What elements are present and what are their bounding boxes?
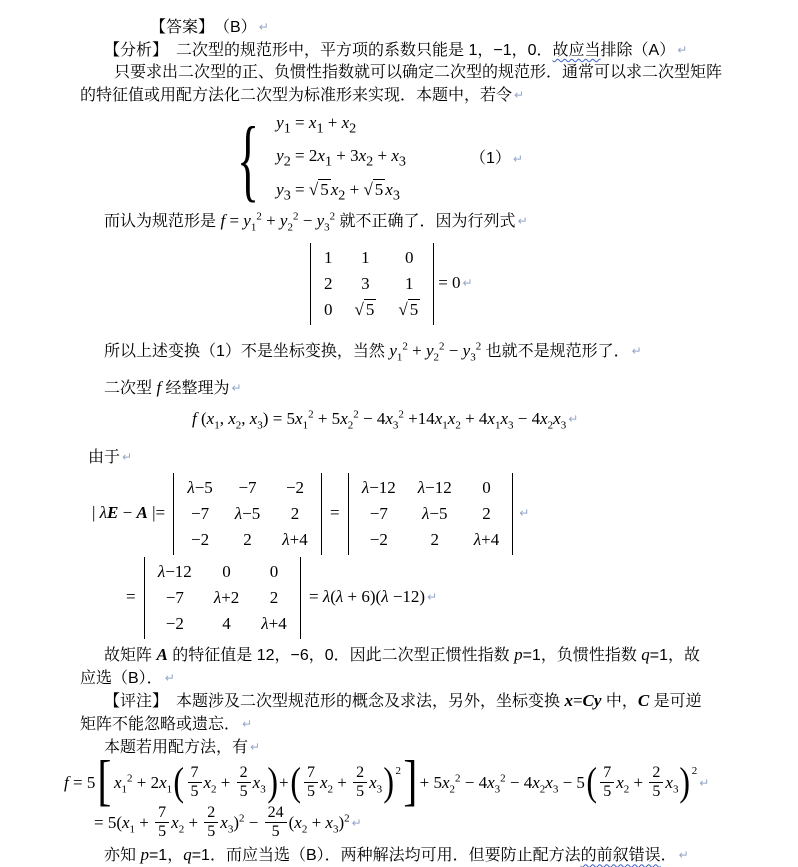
math-run: = λ(λ + 6)(λ −12) — [304, 587, 426, 607]
fraction: $\frac{2}{5}$ — [649, 764, 663, 800]
math-run: = 0 — [438, 273, 461, 293]
math-run: f ($x_1$, $x_2$, $x_3) = 5x_1^2 + 5x_2^2 - 4x_3^2 +14x_1x_2 + 4x_1x_3 - 4x_2x_3$ — [192, 408, 567, 432]
line-conclusion-transform — [80, 340, 788, 363]
determinant-grid — [174, 473, 320, 555]
determinant-grid — [311, 243, 433, 325]
line-remark-2 — [80, 713, 788, 736]
line-eigenvalues — [80, 644, 788, 667]
paragraph-mark-icon: ↵ — [517, 214, 528, 228]
matrix-cell: −2 — [369, 530, 388, 549]
line-remark — [80, 690, 788, 713]
matrix-cell: λ+4 — [282, 530, 308, 549]
paragraph-mark-icon: ↵ — [258, 20, 269, 34]
matrix-cell: −7 — [238, 478, 257, 497]
determinant-grid — [349, 473, 512, 555]
math-run: A — [136, 503, 148, 523]
line-body-2 — [80, 84, 788, 107]
math-run: f — [156, 378, 162, 397]
math-run: λ — [99, 503, 108, 523]
text-run: 的特征值或用配方法化二次型为标准形来实现．本题中，若令 — [80, 87, 513, 104]
line-youyu — [80, 446, 788, 469]
text-run: 而认为规范形是 — [104, 213, 221, 230]
line-incorrect-form — [80, 210, 788, 233]
fraction: $\frac{7}{5}$ — [155, 804, 169, 840]
paragraph-mark-icon: ↵ — [462, 276, 473, 291]
sqrt-radical: √ 5 — [354, 300, 375, 319]
math-run: q — [183, 845, 192, 865]
matrix-cell: 2 — [243, 530, 252, 549]
matrix-cell: λ+2 — [213, 588, 240, 607]
equation-tag: （1） — [469, 150, 511, 167]
text-run: ． — [660, 847, 677, 865]
fraction: $\frac{2}{5}$ — [353, 764, 367, 800]
matrix-cell: λ−12 — [157, 562, 192, 581]
matrix-cell — [387, 297, 431, 323]
matrix-cell: 2 — [482, 504, 491, 523]
paragraph-mark-icon: ↵ — [631, 344, 642, 358]
paragraph-mark-icon: ↵ — [514, 88, 525, 102]
sqrt-radical: √ 5 — [308, 179, 329, 199]
determinant — [348, 473, 513, 555]
sqrt-radical: √ 5 — [398, 300, 419, 319]
matrix-cell: 2 — [430, 530, 440, 549]
fraction: $\frac{7}{5}$ — [304, 764, 318, 800]
text-run: =1，负惯性指数 — [522, 647, 642, 664]
paragraph-mark-icon: ↵ — [242, 717, 253, 731]
text-run: 也就不是规范形了． — [481, 343, 630, 360]
matrix-cell: −2 — [285, 478, 305, 497]
matrix-cell: λ−12 — [361, 478, 396, 497]
line-choose-b — [80, 667, 788, 690]
math-run: $y_1^2 + y_2^2 - y_3^2$ — [389, 340, 482, 364]
math-run: $f = y_1^2 + y_2^2 - y_3^2$ — [220, 210, 336, 234]
text-run: 所以上述变换（1）不是坐标变换，当然 — [104, 343, 390, 360]
math-run: |= — [147, 503, 170, 523]
fraction: $\frac{2}{5}$ — [204, 804, 218, 840]
text-run: 应选（B）． — [80, 670, 163, 687]
matrix-cell: λ+4 — [261, 614, 287, 633]
text-run: =1， — [148, 847, 184, 865]
line-peifang-intro — [80, 736, 788, 759]
lambda-det-line-1 — [80, 473, 788, 555]
matrix-cell: 2 — [269, 588, 279, 607]
line-f-intro — [80, 377, 788, 400]
text-run: =1．而应当选（B）．两种解法均可用．但要防止配方法 — [191, 847, 581, 865]
matrix-cell: 0 — [222, 562, 231, 581]
matrix-cell: 1 — [405, 274, 414, 293]
spellcheck-flagged-text: 的前叙错误 — [580, 847, 661, 865]
text-run: 故矩阵 — [104, 647, 157, 664]
paragraph-mark-icon: ↵ — [519, 506, 530, 521]
spellcheck-flagged-text: 故应当 — [552, 42, 601, 59]
determinant-bar-right — [300, 557, 301, 639]
fraction: $\frac{2}{5}$ — [237, 764, 251, 800]
matrix-cell: λ−5 — [187, 478, 213, 497]
fraction: $\frac{7}{5}$ — [188, 764, 202, 800]
system-equation: $y_3$ = √ 5 $x_2$ + √ 5 $x_3$ — [276, 179, 400, 204]
matrix-cell: 4 — [222, 614, 231, 633]
system-rows — [276, 109, 406, 209]
math-run: x — [564, 691, 573, 710]
paragraph-mark-icon: ↵ — [512, 152, 523, 166]
determinant-bar-right — [512, 473, 513, 555]
text-run: 【评注】 本题涉及二次型规范形的概念及求法，另外，坐标变换 — [104, 693, 565, 710]
text-run: 亦知 — [104, 847, 141, 865]
paragraph-mark-icon: ↵ — [699, 776, 710, 790]
matrix-cell: λ+4 — [473, 530, 500, 549]
text-run: 是可逆 — [649, 693, 702, 710]
paragraph-mark-icon: ↵ — [351, 816, 362, 831]
math-run: − — [118, 503, 137, 523]
determinant-grid — [145, 557, 300, 639]
text-run: 经整理为 — [165, 380, 230, 397]
matrix-cell: −2 — [165, 614, 184, 633]
line-answer — [80, 16, 788, 39]
paragraph-mark-icon: ↵ — [678, 848, 689, 863]
math-run: = — [126, 587, 140, 607]
text-run: 排除（A） — [600, 42, 676, 59]
paragraph-mark-icon: ↵ — [427, 590, 438, 605]
line-analysis — [80, 39, 788, 62]
matrix-cell: 1 — [361, 248, 370, 267]
matrix-cell: λ−12 — [417, 478, 452, 497]
matrix-cell: 2 — [324, 274, 333, 293]
paragraph-mark-icon: ↵ — [250, 740, 261, 754]
matrix-cell: 1 — [324, 248, 333, 267]
fraction: $\frac{24}{5}$ — [265, 804, 287, 840]
determinant — [144, 557, 301, 639]
math-run: A — [156, 645, 168, 664]
matrix-cell: λ−5 — [234, 504, 261, 523]
matrix-cell: −7 — [191, 504, 210, 523]
matrix-cell: −7 — [369, 504, 388, 523]
text-run: 本题若用配方法，有 — [104, 739, 249, 756]
paragraph-mark-icon: ↵ — [122, 450, 133, 464]
text-run: 二次型 — [104, 380, 157, 397]
determinant-bar-right — [433, 243, 434, 325]
text-run: =1，故 — [649, 647, 701, 664]
math-run: p — [140, 845, 149, 865]
matrix-cell: 0 — [482, 478, 491, 497]
paragraph-mark-icon: ↵ — [568, 412, 579, 426]
matrix-cell: λ−5 — [422, 504, 448, 523]
text-run: 的特征值是 12，−6，0．因此二次型正惯性指数 — [167, 647, 515, 664]
lambda-det-line-2 — [80, 557, 788, 639]
paragraph-mark-icon: ↵ — [677, 43, 688, 57]
math-run: p — [514, 645, 523, 664]
text-run: 【答案】 （B） — [150, 19, 257, 36]
equation-system: { $y_1 = x_1 + x_2$ $y_2 = 2x_1 + 3x_2 + x_3$ $y_3$ = √ 5 $x_2$ + √ 5 $x_3$ （1） ↵ — [237, 108, 523, 210]
text-run: 【分析】 二次型的规范形中，平方项的系数只能是 1，−1，0． — [104, 42, 553, 59]
fraction: $\frac{7}{5}$ — [600, 764, 614, 800]
text-run: 矩阵不能忽略或遗忘． — [80, 716, 241, 733]
document-page — [0, 16, 798, 867]
matrix-cell: −2 — [191, 530, 210, 549]
matrix-cell — [344, 297, 388, 323]
text-run: 只要求出二次型的正、负惯性指数就可以确定二次型的规范形．通常可以求二次型矩阵 — [114, 64, 723, 81]
determinant — [173, 473, 321, 555]
paragraph-mark-icon: ↵ — [164, 671, 175, 685]
math-run: = — [325, 503, 344, 523]
system-equation: $y_1 = x_1 + x_2$ — [276, 112, 357, 137]
text-run: 就不正确了．因为行列式 — [335, 213, 516, 230]
paragraph-mark-icon: ↵ — [231, 381, 242, 395]
line-final — [80, 844, 788, 867]
line-body-1 — [80, 62, 788, 84]
sqrt-radical: √ 5 — [363, 179, 384, 199]
formula-completing-square — [64, 750, 788, 813]
math-run: = — [572, 691, 583, 710]
formula-f-expanded — [80, 408, 788, 431]
math-run: q — [641, 645, 650, 664]
determinant-zero — [80, 243, 788, 325]
formula-completing-square-2 — [80, 806, 788, 842]
matrix-cell: 3 — [361, 274, 370, 293]
matrix-cell: −7 — [165, 588, 184, 607]
matrix-cell: 0 — [269, 562, 279, 581]
determinant — [310, 243, 434, 325]
math-run: Cy — [582, 691, 602, 710]
determinant-bar-right — [321, 473, 322, 555]
math-run: = $5(x_1$ + $\frac{7}{5}$ $x_2$ + $\frac{2}{5}$ $x_3)^2$ − $\frac{24}{5}$ $(x_2 + x_3)^2$ — [94, 804, 350, 840]
text-run: 由于 — [88, 449, 121, 466]
math-run: C — [637, 691, 650, 710]
math-run: f = 5[ $x_1^2 + 2x_1$( $\frac{7}{5}$ $x_2$ + $\frac{2}{5}$ $x_3)+$( $\frac{7}{5}$ $x_2$ + $\frac{2}{5}$ $x_3)^2] + 5x_2^2 - 4x_3^2 - 4x_2x_3 - 5$( $\frac{7}{5}$ $x_2$ + $\frac{2}{5}$ $x_3)^2$ — [64, 750, 698, 813]
math-run: | — [92, 503, 100, 523]
math-run: E — [107, 503, 119, 523]
matrix-cell: 2 — [290, 504, 300, 523]
text-run: 中， — [601, 693, 638, 710]
matrix-cell: 0 — [405, 248, 414, 267]
matrix-cell: 0 — [324, 300, 333, 319]
system-equation: $y_2 = 2x_1 + 3x_2 + x_3$ — [276, 146, 406, 170]
